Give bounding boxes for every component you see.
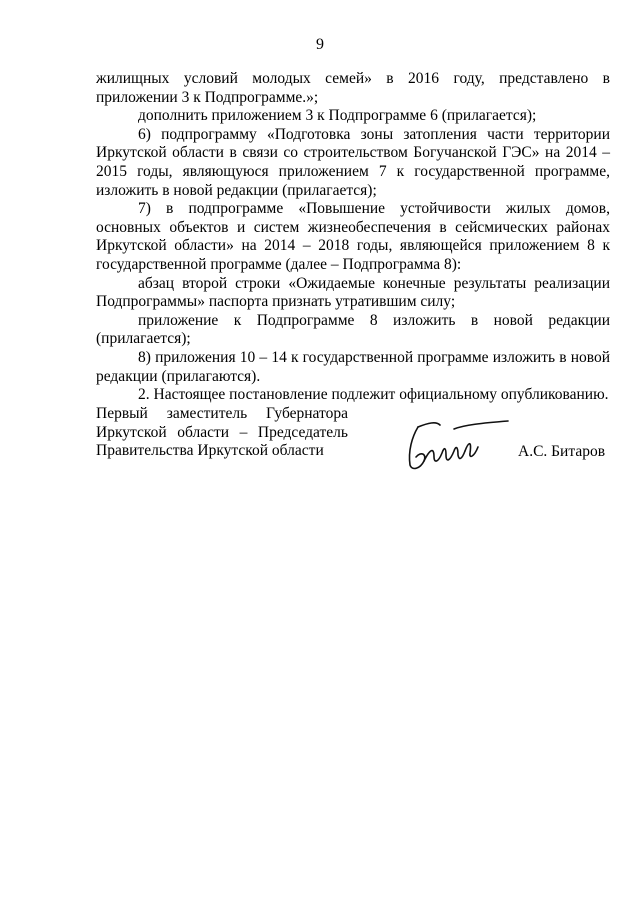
paragraph-publication: 2. Настоящее постановление подлежит официальному опубликованию. <box>138 386 609 404</box>
paragraph-continuation: жилищных условий молодых семей» в 2016 году, представлено в приложении 3 к Подпрограмме.»; <box>96 70 610 106</box>
signer-title-line: Иркутской области – Председатель <box>96 423 348 441</box>
signer-title-line: Правительства Иркутской области <box>96 442 324 460</box>
signature-block <box>96 405 616 485</box>
paragraph-appendix-8: приложение к Подпрограмме 8 изложить в новой редакции (прилагается); <box>96 311 610 348</box>
paragraph-item-6: 6) подпрограмму «Подготовка зоны затопления части территории Иркутской области в связи со строительством Богучанской ГЭС» на 2014 – 2015 годы, являющуюся приложением 7 к государственной программе, изложить в новой редакции (прилагается); <box>96 125 610 199</box>
page-number: 9 <box>316 36 324 53</box>
paragraph-abzac: абзац второй строки «Ожидаемые конечные результаты реализации Подпрограммы» паспорта признать утратившим силу; <box>96 274 610 311</box>
paragraph-add-appendix-3: дополнить приложением 3 к Подпрограмме 6 (прилагается); <box>138 107 537 125</box>
document-body <box>96 70 610 405</box>
signer-title-line: Первый заместитель Губернатора <box>96 405 348 422</box>
paragraph-item-7: 7) в подпрограмме «Повышение устойчивости жилых домов, основных объектов и систем жизнеобеспечения в сейсмических районах Иркутской области» на 2014 – 2018 годы, являющейся приложением 8 к государственной программе (далее – Подпрограмма 8): <box>96 200 610 273</box>
signer-name: А.С. Битаров <box>518 443 606 460</box>
handwritten-signature-icon <box>402 413 512 473</box>
signer-title <box>96 405 348 461</box>
paragraph-item-8: 8) приложения 10 – 14 к государственной программе изложить в новой редакции (прилагаются). <box>96 348 610 385</box>
